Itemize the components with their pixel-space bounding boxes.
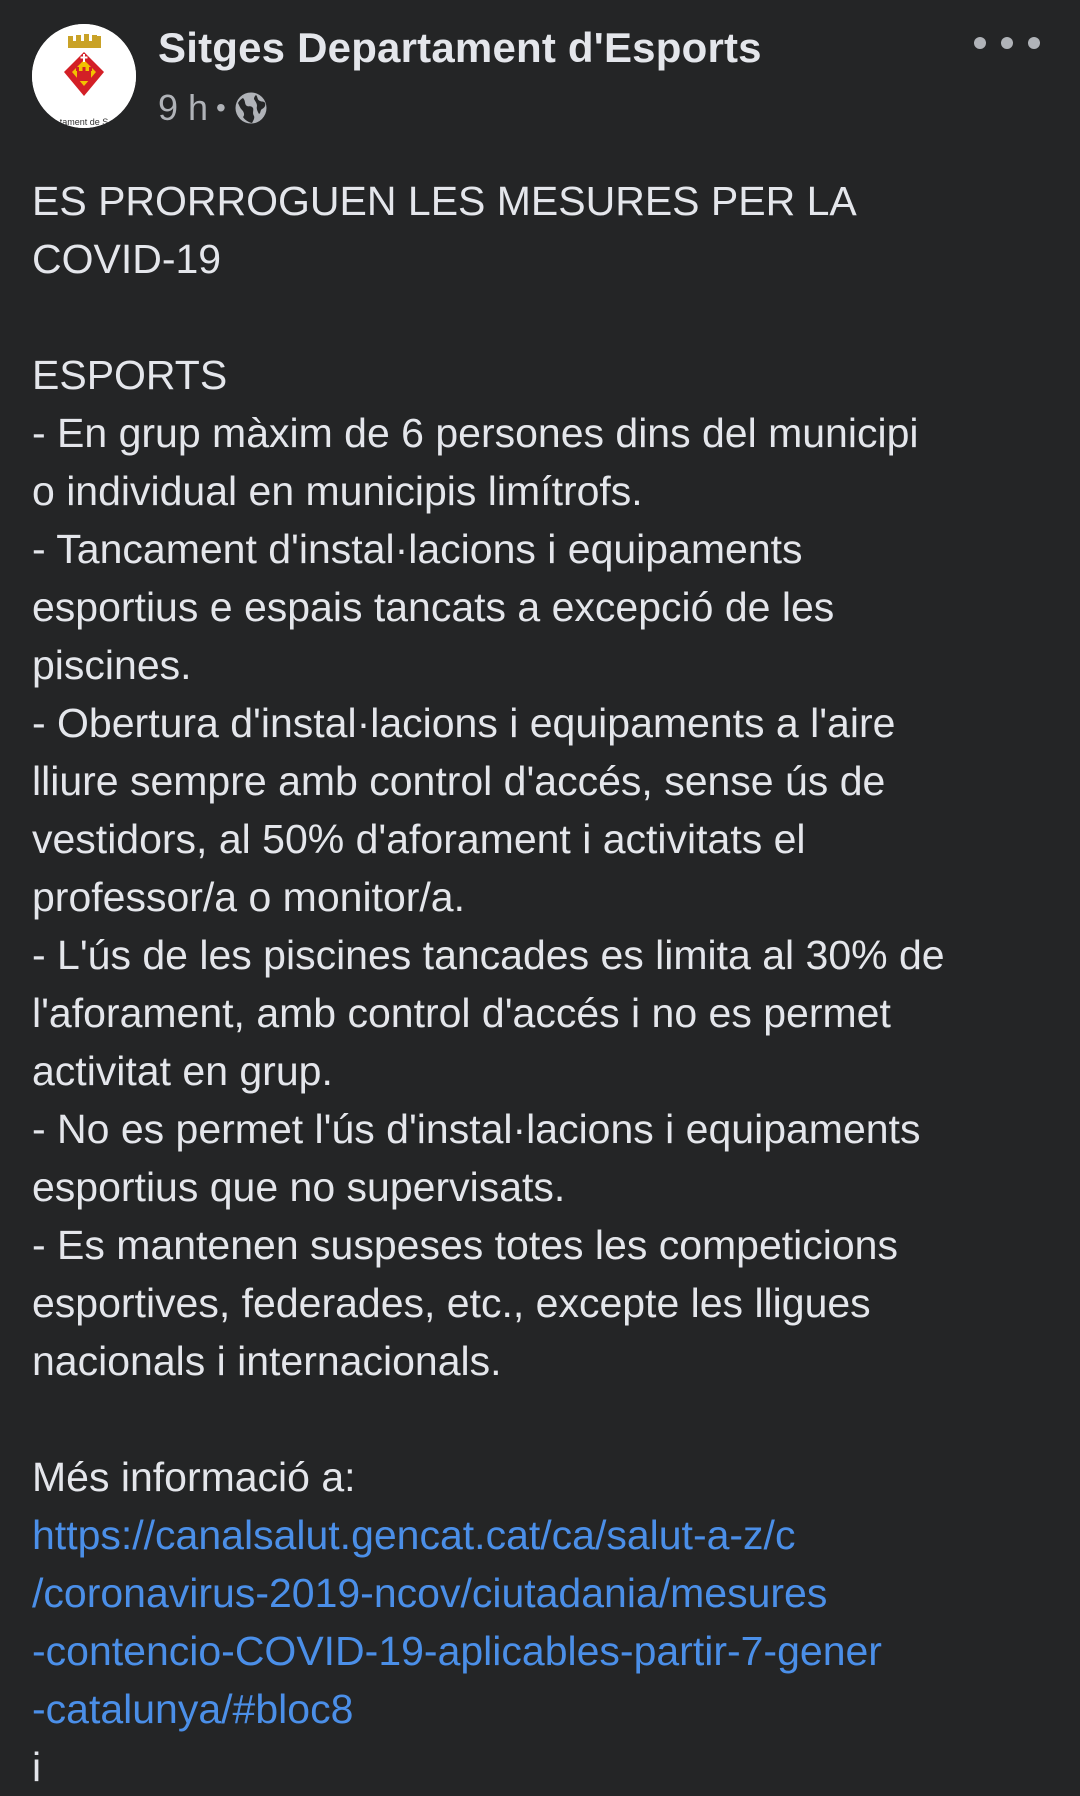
body-line: esportives, federades, etc., excepte les lligues xyxy=(32,1280,871,1326)
body-line: - L'ús de les piscines tancades es limita al 30% de xyxy=(32,932,945,978)
blank-line xyxy=(32,1390,1052,1448)
post-title-line: ES PRORROGUEN LES MESURES PER LA xyxy=(32,178,857,224)
more-info-label: Més informació a: xyxy=(32,1454,356,1500)
body-line: - Tancament d'instal·lacions i equipaments xyxy=(32,526,803,572)
body-line: - No es permet l'ús d'instal·lacions i equipaments xyxy=(32,1106,921,1152)
trailing-text: i xyxy=(32,1744,42,1790)
post-header xyxy=(0,0,1080,150)
body-line: - Obertura d'instal·lacions i equipaments a l'aire xyxy=(32,700,896,746)
more-horizontal-icon-dot xyxy=(1001,37,1013,49)
body-line: l'aforament, amb control d'accés i no es permet xyxy=(32,990,891,1036)
more-horizontal-icon-dot xyxy=(974,37,986,49)
post-timestamp[interactable]: 9 h xyxy=(158,87,209,128)
body-line: o individual en municipis limítrofs. xyxy=(32,468,643,514)
more-horizontal-icon-dot xyxy=(1028,37,1040,49)
body-line: vestidors, al 50% d'aforament i activitats el xyxy=(32,816,806,862)
meta-separator: • xyxy=(216,92,226,123)
body-line: - En grup màxim de 6 persones dins del municipi xyxy=(32,410,919,456)
post-title-line: COVID-19 xyxy=(32,236,222,282)
blank-line xyxy=(32,288,1052,346)
body-line: lliure sempre amb control d'accés, sense ús de xyxy=(32,758,886,804)
body-line: piscines. xyxy=(32,642,192,688)
avatar-caption: tament de S xyxy=(59,117,109,127)
post-meta xyxy=(158,86,268,130)
body-line: esportius e espais tancats a excepció de les xyxy=(32,584,835,630)
body-line: - Es mantenen suspeses totes les competicions xyxy=(32,1222,898,1268)
page-avatar[interactable] xyxy=(32,24,136,128)
info-link-line[interactable]: /coronavirus-2019-ncov/ciutadania/mesures xyxy=(32,1570,828,1616)
more-options-button[interactable] xyxy=(974,26,1040,60)
info-link-line[interactable]: -catalunya/#bloc8 xyxy=(32,1686,354,1732)
page-name[interactable]: Sitges Departament d'Esports xyxy=(158,24,762,71)
globe-icon xyxy=(234,91,268,125)
body-line: professor/a o monitor/a. xyxy=(32,874,465,920)
crown-icon xyxy=(68,34,101,48)
body-line: nacionals i internacionals. xyxy=(32,1338,502,1384)
info-link-line[interactable]: https://canalsalut.gencat.cat/ca/salut-a-z/c xyxy=(32,1512,796,1558)
body-line: esportius que no supervisats. xyxy=(32,1164,566,1210)
body-line: activitat en grup. xyxy=(32,1048,333,1094)
section-heading: ESPORTS xyxy=(32,352,228,398)
info-link-line[interactable]: -contencio-COVID-19-aplicables-partir-7-gener xyxy=(32,1628,882,1674)
post-body xyxy=(32,172,1052,1796)
